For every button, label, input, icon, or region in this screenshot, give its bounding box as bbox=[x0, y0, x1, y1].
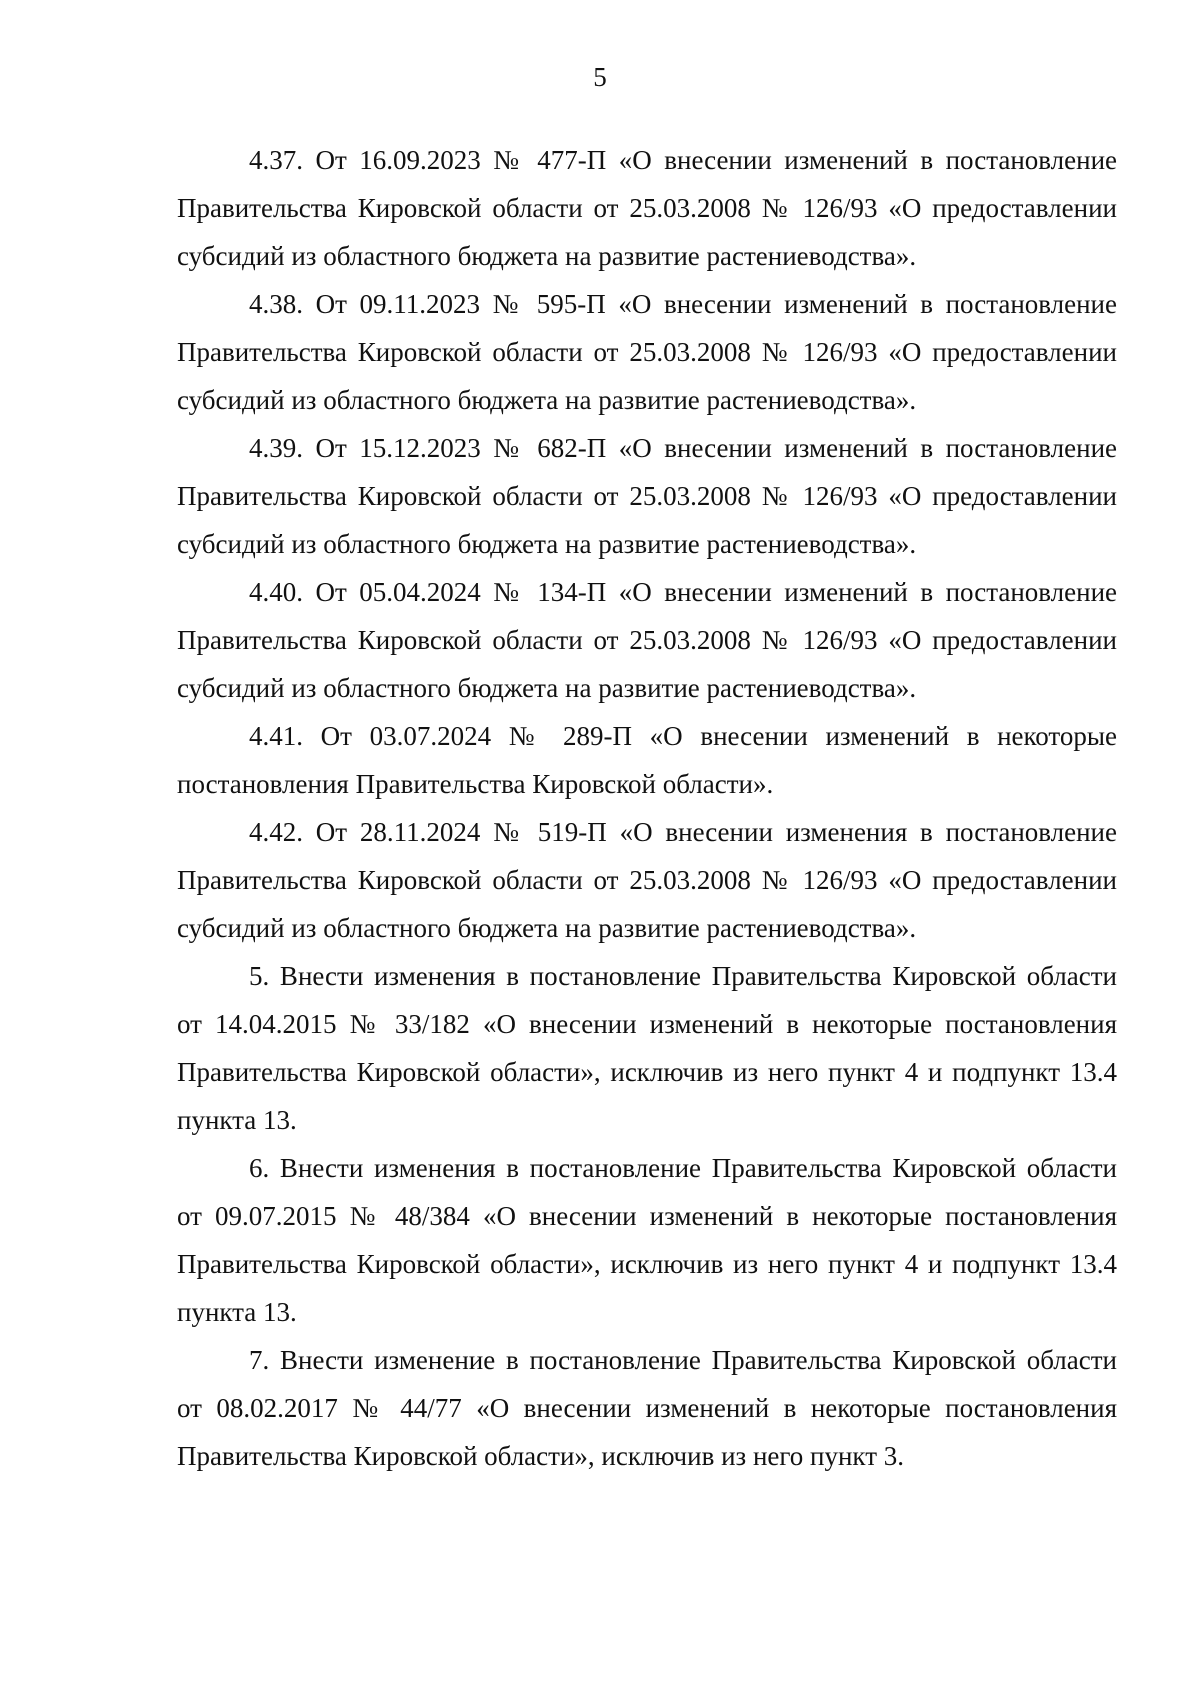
paragraph-6: 6. Внести изменения в постановление Правительства Кировской области от 09.07.2015 № 48/384 «О внесении изменений в некоторые постановления Правительства Кировской области», исключив из него пункт 4 и подпункт 13.4 пункта 13. bbox=[177, 1153, 1117, 1327]
paragraph-4-40: 4.40. От 05.04.2024 № 134-П «О внесении изменений в постановление Правительства Кировской области от 25.03.2008 № 126/93 «О предоставлении субсидий из областного бюджета на развитие растениеводства». bbox=[177, 577, 1117, 703]
paragraph-4-37: 4.37. От 16.09.2023 № 477-П «О внесении изменений в постановление Правительства Кировской области от 25.03.2008 № 126/93 «О предоставлении субсидий из областного бюджета на развитие растениеводства». bbox=[177, 145, 1117, 271]
paragraph-4-42: 4.42. От 28.11.2024 № 519-П «О внесении изменения в постановление Правительства Кировской области от 25.03.2008 № 126/93 «О предоставлении субсидий из областного бюджета на развитие растениеводства». bbox=[177, 817, 1117, 943]
page-number: 5 bbox=[593, 62, 607, 92]
paragraph-4-41: 4.41. От 03.07.2024 № 289-П «О внесении изменений в некоторые постановления Правительства Кировской области». bbox=[177, 721, 1117, 799]
document-body bbox=[177, 136, 1117, 1480]
paragraph-5: 5. Внести изменения в постановление Правительства Кировской области от 14.04.2015 № 33/182 «О внесении изменений в некоторые постановления Правительства Кировской области», исключив из него пункт 4 и подпункт 13.4 пункта 13. bbox=[177, 961, 1117, 1135]
paragraph-7: 7. Внести изменение в постановление Правительства Кировской области от 08.02.2017 № 44/77 «О внесении изменений в некоторые постановления Правительства Кировской области», исключив из него пункт 3. bbox=[177, 1345, 1117, 1471]
paragraph-4-38: 4.38. От 09.11.2023 № 595-П «О внесении изменений в постановление Правительства Кировской области от 25.03.2008 № 126/93 «О предоставлении субсидий из областного бюджета на развитие растениеводства». bbox=[177, 289, 1117, 415]
paragraph-4-39: 4.39. От 15.12.2023 № 682-П «О внесении изменений в постановление Правительства Кировской области от 25.03.2008 № 126/93 «О предоставлении субсидий из областного бюджета на развитие растениеводства». bbox=[177, 433, 1117, 559]
